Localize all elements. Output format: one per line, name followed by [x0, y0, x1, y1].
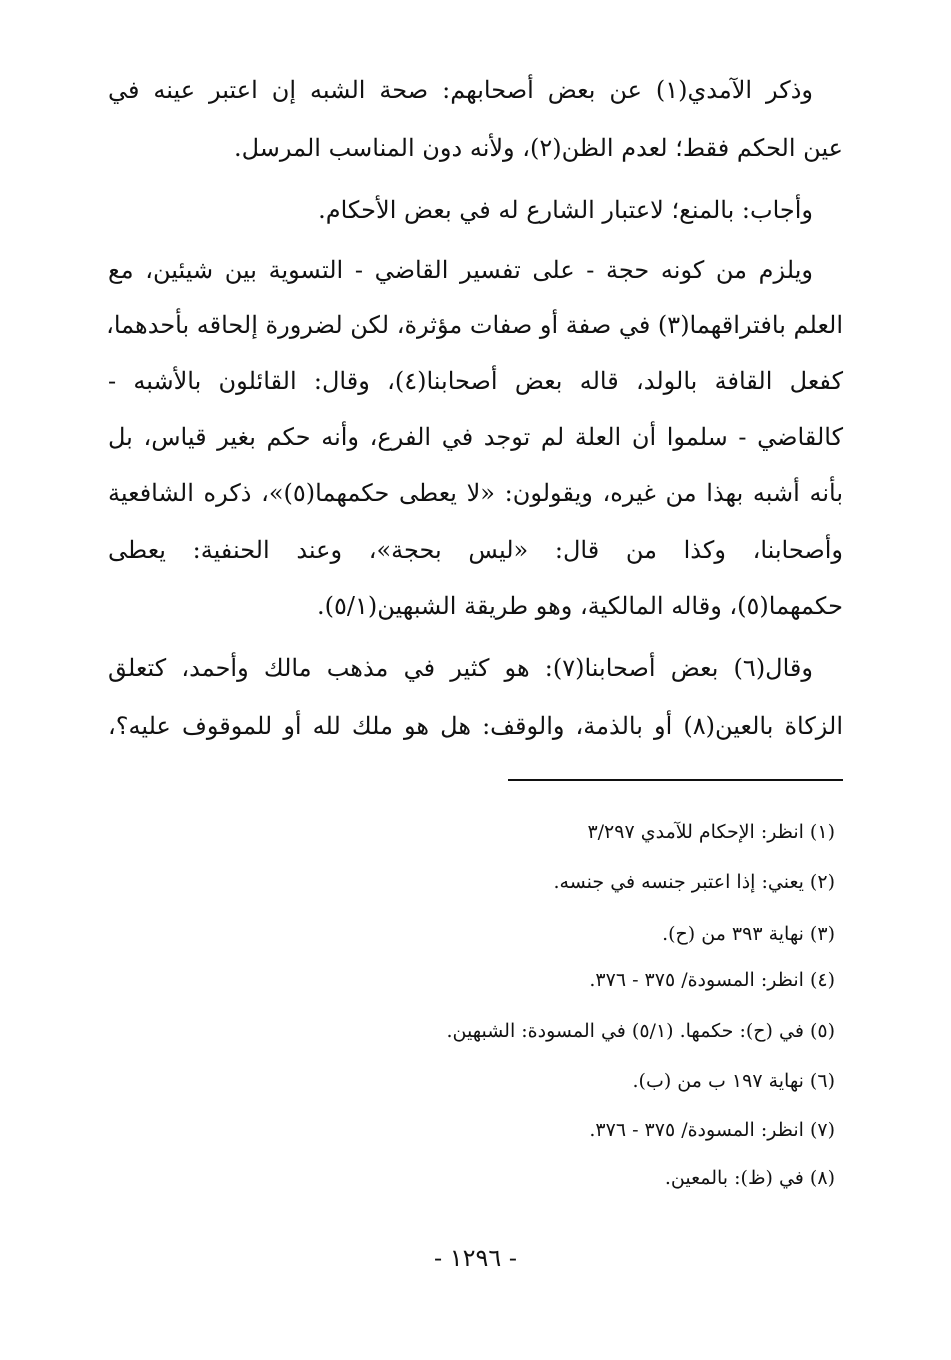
- footnote-7: (٧) انظر: المسودة/ ٣٧٥ - ٣٧٦.: [589, 1119, 835, 1141]
- body-line-3: وأجاب: بالمنع؛ لاعتبار الشارع له في بعض الأحكام.: [318, 196, 813, 224]
- body-line-8: بأنه أشبه بهذا من غيره، ويقولون: «لا يعطى حكمهما(٥)»، ذكره الشافعية: [108, 479, 844, 507]
- footnote-6: (٦) نهاية ١٩٧ ب من (ب).: [632, 1070, 835, 1092]
- body-line-12: الزكاة بالعين(٨) أو بالذمة، والوقف: هل هو ملك لله أو للموقوف عليه؟،: [108, 712, 844, 740]
- footnote-separator: [508, 779, 843, 781]
- body-line-7: كالقاضي - سلموا أن العلة لم توجد في الفرع، وأنه حكم بغير قياس، بل: [108, 423, 843, 451]
- footnote-2: (٢) يعني: إذا اعتبر جنسه في جنسه.: [553, 871, 835, 893]
- body-line-2: عين الحكم فقط؛ لعدم الظن(٢)، ولأنه دون المناسب المرسل.: [233, 134, 843, 162]
- footnote-4: (٤) انظر: المسودة/ ٣٧٥ - ٣٧٦.: [589, 969, 835, 991]
- body-line-5: العلم بافتراقهما(٣) في صفة أو صفات مؤثرة، لكن لضرورة إلحاقه بأحدهما،: [106, 311, 843, 339]
- body-line-6: كفعل القافة بالولد، قاله بعض أصحابنا(٤)، وقال: القائلون بالأشبه -: [108, 367, 843, 395]
- body-line-1: وذكر الآمدي(١) عن بعض أصحابهم: صحة الشبه إن اعتبر عينه في: [108, 76, 813, 104]
- body-line-10: حكمهما(٥)، وقاله المالكية، وهو طريقة الشبهين(٥/١).: [317, 592, 843, 620]
- footnote-3: (٣) نهاية ٣٩٣ من (ح).: [662, 923, 835, 945]
- body-line-9: وأصحابنا، وكذا من قال: «ليس بحجة»، وعند الحنفية: يعطى: [108, 536, 843, 564]
- body-line-11: وقال(٦) بعض أصحابنا(٧): هو كثير في مذهب مالك وأحمد، كتعلق: [108, 654, 813, 682]
- page-number: - ١٢٩٦ -: [433, 1244, 518, 1272]
- footnote-5: (٥) في (ح): حكمها. (٥/١) في المسودة: الشبهين.: [446, 1020, 835, 1042]
- footnote-8: (٨) في (ظ): بالمعين.: [664, 1167, 835, 1189]
- body-line-4: ويلزم من كونه حجة - على تفسير القاضي - التسوية بين شيئين، مع: [108, 256, 813, 284]
- footnote-1: (١) انظر: الإحكام للآمدي ٣/٢٩٧: [587, 821, 835, 843]
